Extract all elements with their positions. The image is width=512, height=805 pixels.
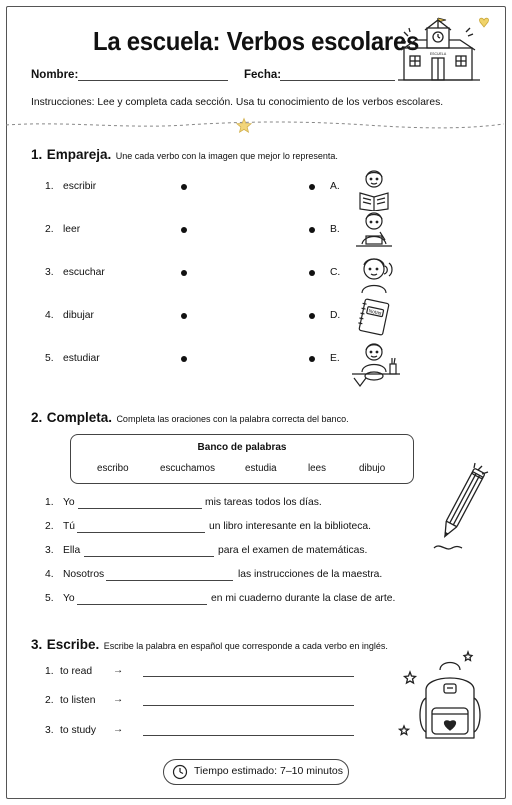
sentence-blank-4[interactable] (106, 580, 233, 581)
translate-english-2: to listen (60, 695, 96, 706)
arrow-icon: → (113, 665, 124, 676)
match-letter-5: E. (330, 353, 340, 364)
match-dot-left-5[interactable] (181, 356, 187, 362)
section1-number: 1. (31, 147, 43, 162)
sentence-start-5: Yo (63, 593, 75, 604)
backpack-icon (398, 648, 498, 748)
match-dot-right-4[interactable] (309, 313, 315, 319)
section3-number: 3. (31, 637, 43, 652)
notebook-icon (356, 297, 392, 337)
sentence-start-3: Ella (63, 545, 81, 556)
section3-description: Escribe la palabra en español que corresponde a cada verbo en inglés. (103, 641, 388, 651)
sentence-start-4: Nosotros (63, 569, 105, 580)
sentence-num-1: 1. (45, 497, 54, 508)
match-num-5: 5. (45, 353, 54, 364)
sentence-start-2: Tú (63, 521, 76, 532)
match-num-4: 4. (45, 310, 54, 321)
sentence-num-5: 5. (45, 593, 54, 604)
translate-num-1: 1. (45, 666, 54, 677)
pencil-icon (428, 462, 492, 556)
match-letter-1: A. (330, 181, 340, 192)
match-letter-3: C. (330, 267, 341, 278)
match-dot-left-2[interactable] (181, 227, 187, 233)
time-estimate-text: Tiempo estimado: 7–10 minutos (194, 765, 344, 777)
sentence-num-4: 4. (45, 569, 54, 580)
school-building-icon (396, 14, 500, 84)
sentence-blank-3[interactable] (84, 556, 214, 557)
match-num-1: 1. (45, 181, 54, 192)
sentence-end-5: en mi cuaderno durante la clase de arte. (211, 593, 396, 604)
translate-answer-2[interactable] (143, 705, 354, 706)
time-estimate-pill (163, 759, 349, 785)
child-reading-icon (354, 167, 394, 211)
match-verb-1: escribir (63, 181, 97, 192)
match-letter-4: D. (330, 310, 341, 321)
clock-icon (172, 764, 188, 780)
section2-number: 2. (31, 410, 43, 425)
translate-answer-3[interactable] (143, 735, 354, 736)
child-listening-icon (352, 253, 398, 295)
translate-num-3: 3. (45, 725, 54, 736)
name-label: Nombre: (31, 69, 79, 81)
sentence-num-3: 3. (45, 545, 54, 556)
translate-english-1: to read (60, 666, 93, 677)
word-bank (70, 434, 414, 484)
section2-heading: Completa. (46, 410, 112, 425)
sentence-end-4: las instrucciones de la maestra. (238, 569, 383, 580)
instructions-text: Instrucciones: Lee y completa cada sección. Usa tu conocimiento de los verbos escolares. (31, 97, 444, 108)
section2-description: Completa las oraciones con la palabra correcta del banco. (116, 414, 349, 424)
section1-description: Une cada verbo con la imagen que mejor lo representa. (115, 151, 338, 161)
translate-num-2: 2. (45, 695, 54, 706)
match-dot-right-2[interactable] (309, 227, 315, 233)
translate-answer-1[interactable] (143, 676, 354, 677)
bank-word-dibujo: dibujo (359, 463, 386, 474)
match-dot-right-1[interactable] (309, 184, 315, 190)
match-letter-2: B. (330, 224, 340, 235)
match-dot-right-5[interactable] (309, 356, 315, 362)
section2-header (31, 409, 349, 427)
match-num-3: 3. (45, 267, 54, 278)
bank-word-escribo: escribo (97, 463, 129, 474)
school-sign: ESCUELA (429, 52, 447, 56)
bank-word-escuchamos: escuchamos (160, 463, 215, 474)
match-verb-4: dibujar (63, 310, 94, 321)
translate-english-3: to study (60, 725, 97, 736)
section1-header (31, 146, 338, 164)
match-num-2: 2. (45, 224, 54, 235)
match-verb-5: estudiar (63, 353, 100, 364)
section3-heading: Escribe. (46, 637, 100, 652)
section-divider (6, 116, 504, 134)
child-studying-icon (350, 340, 402, 390)
sentence-blank-5[interactable] (77, 604, 207, 605)
date-field[interactable] (280, 80, 395, 81)
name-field[interactable] (78, 80, 228, 81)
sentence-blank-1[interactable] (78, 508, 202, 509)
sentence-end-2: un libro interesante en la biblioteca. (209, 521, 371, 532)
sentence-blank-2[interactable] (77, 532, 205, 533)
notebook-label: Notas (367, 308, 382, 317)
match-dot-left-3[interactable] (181, 270, 187, 276)
match-verb-2: leer (63, 224, 81, 235)
arrow-icon: → (113, 694, 124, 705)
arrow-icon: → (113, 724, 124, 735)
word-bank-title: Banco de palabras (197, 442, 287, 453)
bank-word-lees: lees (308, 463, 326, 474)
bank-word-estudia: estudia (245, 463, 277, 474)
sentence-num-2: 2. (45, 521, 54, 532)
star-icon (235, 117, 253, 135)
sentence-end-3: para el examen de matemáticas. (218, 545, 368, 556)
sentence-end-1: mis tareas todos los días. (205, 497, 322, 508)
sentence-start-1: Yo (63, 497, 75, 508)
match-verb-3: escuchar (63, 267, 105, 278)
match-dot-right-3[interactable] (309, 270, 315, 276)
match-dot-left-1[interactable] (181, 184, 187, 190)
date-label: Fecha: (244, 69, 282, 81)
section1-heading: Empareja. (46, 147, 112, 162)
section3-header (31, 636, 388, 654)
child-writing-icon (352, 210, 396, 252)
match-dot-left-4[interactable] (181, 313, 187, 319)
page-title: La escuela: Verbos escolares (92, 26, 420, 56)
